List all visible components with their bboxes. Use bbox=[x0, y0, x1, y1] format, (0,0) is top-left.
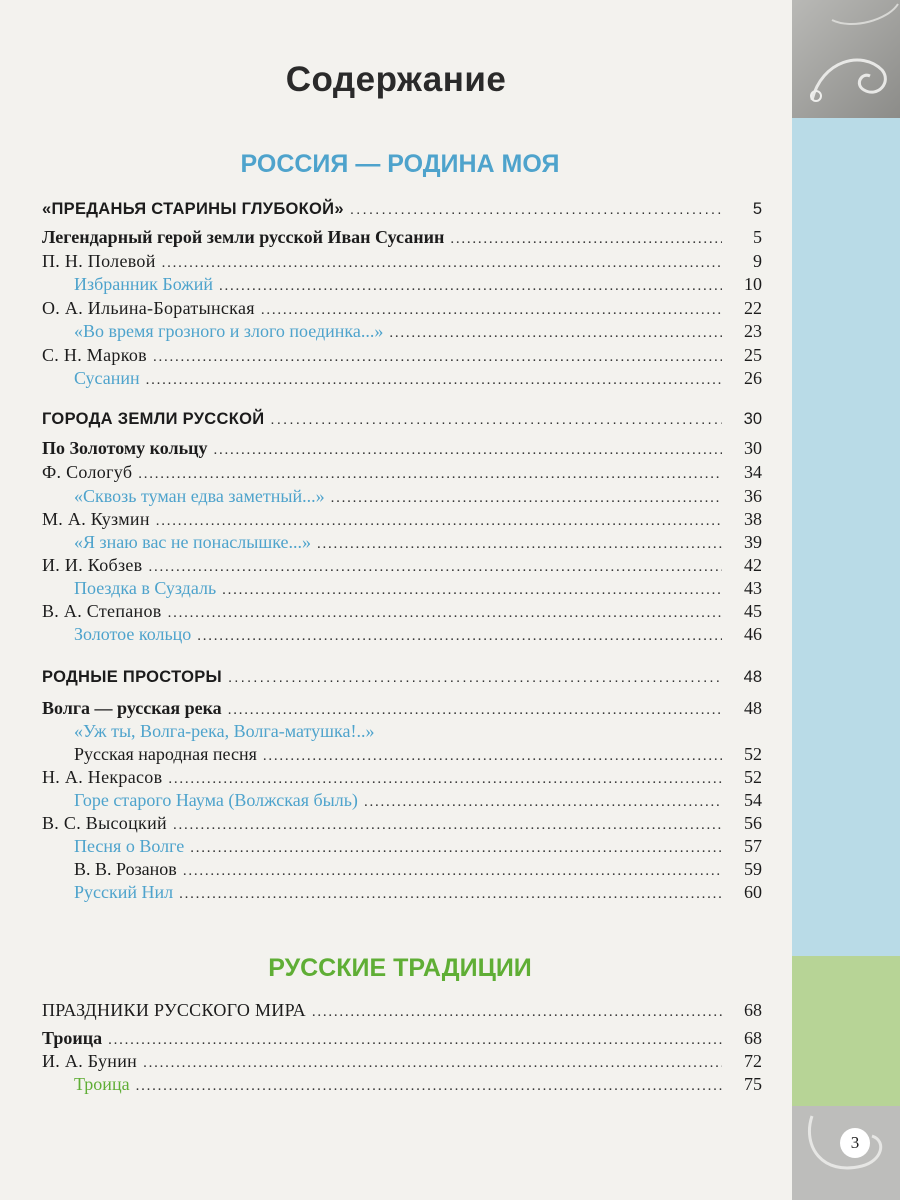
toc-page: 22 bbox=[744, 298, 762, 318]
toc-text: Троица bbox=[74, 1074, 130, 1094]
toc-text: Поездка в Суздаль bbox=[74, 578, 217, 598]
toc-text: Волга — русская река bbox=[42, 698, 222, 718]
toc-author[interactable] bbox=[42, 251, 762, 274]
toc-leader bbox=[389, 325, 722, 342]
toc-leader bbox=[331, 490, 722, 507]
toc-text: Ф. Сологуб bbox=[42, 462, 133, 482]
toc-text: «ПРЕДАНЬЯ СТАРИНЫ ГЛУБОКОЙ» bbox=[42, 200, 344, 218]
toc-page: 46 bbox=[744, 624, 762, 644]
toc-text: В. С. Высоцкий bbox=[42, 813, 167, 833]
toc-author[interactable] bbox=[42, 859, 762, 882]
toc-page: 43 bbox=[744, 578, 762, 598]
toc-page: 5 bbox=[753, 227, 762, 247]
toc-author[interactable] bbox=[42, 767, 762, 790]
toc-text: П. Н. Полевой bbox=[42, 251, 156, 271]
toc-work[interactable] bbox=[42, 836, 762, 859]
toc-work[interactable] bbox=[42, 1074, 762, 1097]
page-number: 3 bbox=[840, 1128, 870, 1158]
toc-page: 75 bbox=[744, 1074, 762, 1094]
toc-text: РОДНЫЕ ПРОСТОРЫ bbox=[42, 668, 222, 686]
toc-leader bbox=[146, 372, 722, 389]
toc-text: В. В. Розанов bbox=[74, 859, 177, 879]
section-title-traditions: РУССКИЕ ТРАДИЦИИ bbox=[268, 954, 532, 982]
toc-page: 68 bbox=[744, 1028, 762, 1048]
toc-leader bbox=[143, 1055, 722, 1072]
toc-text: ПРАЗДНИКИ РУССКОГО МИРА bbox=[42, 1000, 306, 1020]
toc-subsection[interactable] bbox=[42, 1028, 762, 1051]
toc-text: Троица bbox=[42, 1028, 103, 1048]
toc-page: 30 bbox=[743, 410, 762, 428]
toc-leader bbox=[261, 302, 722, 319]
toc-leader bbox=[228, 669, 722, 686]
toc-text: Горе старого Наума (Волжская быль) bbox=[74, 790, 358, 810]
toc-page: 52 bbox=[744, 767, 762, 787]
toc-leader bbox=[108, 1032, 722, 1049]
toc-page: 39 bbox=[744, 532, 762, 552]
toc-leader bbox=[183, 863, 722, 880]
toc-leader bbox=[219, 278, 722, 295]
toc-page: 42 bbox=[744, 555, 762, 575]
toc-text: «Уж ты, Волга-река, Волга-матушка!..» bbox=[74, 721, 375, 741]
toc-text: ГОРОДА ЗЕМЛИ РУССКОЙ bbox=[42, 410, 265, 428]
toc-text: Русский Нил bbox=[74, 882, 174, 902]
toc-section[interactable] bbox=[42, 668, 762, 691]
toc-leader bbox=[153, 349, 722, 366]
toc-text: «Я знаю вас не понаслышке...» bbox=[74, 532, 312, 552]
toc-author[interactable] bbox=[42, 345, 762, 368]
toc-text: С. Н. Марков bbox=[42, 345, 147, 365]
toc-leader bbox=[450, 231, 722, 248]
toc-text: И. И. Кобзев bbox=[42, 555, 143, 575]
toc-page: 56 bbox=[744, 813, 762, 833]
toc-author[interactable] bbox=[42, 509, 762, 532]
toc-page: 48 bbox=[743, 668, 762, 686]
toc-leader bbox=[179, 886, 722, 903]
toc-leader bbox=[168, 771, 722, 788]
toc-page: 59 bbox=[744, 859, 762, 879]
toc-page: 26 bbox=[744, 368, 762, 388]
toc-work[interactable] bbox=[42, 624, 762, 647]
toc-page: 9 bbox=[753, 251, 762, 271]
toc-leader bbox=[350, 201, 722, 218]
toc-work[interactable] bbox=[42, 368, 762, 391]
toc-subsection[interactable] bbox=[42, 698, 762, 721]
toc-work[interactable] bbox=[42, 721, 762, 744]
toc-page: 25 bbox=[744, 345, 762, 365]
toc-subsection[interactable] bbox=[42, 438, 762, 461]
toc-author[interactable] bbox=[42, 601, 762, 624]
toc-leader bbox=[197, 628, 722, 645]
toc-page: 45 bbox=[744, 601, 762, 621]
toc-page: 54 bbox=[744, 790, 762, 810]
toc-page: 10 bbox=[744, 274, 762, 294]
toc-page: 52 bbox=[744, 744, 762, 764]
toc-text: «Во время грозного и злого поединка...» bbox=[74, 321, 384, 341]
toc-leader bbox=[312, 1004, 722, 1021]
toc-page: 30 bbox=[744, 438, 762, 458]
toc-text: Н. А. Некрасов bbox=[42, 767, 163, 787]
toc-leader bbox=[168, 605, 722, 622]
corner-ornament-top bbox=[792, 0, 900, 118]
toc-work[interactable] bbox=[42, 882, 762, 905]
toc-page: 5 bbox=[752, 200, 762, 218]
toc-text: По Золотому кольцу bbox=[42, 438, 208, 458]
toc-page: 23 bbox=[744, 321, 762, 341]
toc-work[interactable] bbox=[42, 790, 762, 813]
toc-work[interactable] bbox=[42, 321, 762, 344]
toc-page: 36 bbox=[744, 486, 762, 506]
toc-text: Русская народная песня bbox=[74, 744, 257, 764]
page-title: Содержание bbox=[285, 60, 507, 99]
toc-leader bbox=[138, 466, 722, 483]
toc-author[interactable] bbox=[42, 813, 762, 836]
toc-attribution[interactable] bbox=[42, 744, 762, 767]
toc-page: 34 bbox=[744, 462, 762, 482]
toc-author[interactable] bbox=[42, 462, 762, 485]
toc-text: Избранник Божий bbox=[74, 274, 213, 294]
toc-page: 38 bbox=[744, 509, 762, 529]
toc-text: Легендарный герой земли русской Иван Сусанин bbox=[42, 227, 445, 247]
toc-page: 48 bbox=[744, 698, 762, 718]
toc-page: 60 bbox=[744, 882, 762, 902]
toc-author[interactable] bbox=[42, 555, 762, 578]
toc-leader bbox=[162, 255, 722, 272]
toc-work[interactable] bbox=[42, 486, 762, 509]
toc-text: «Сквозь туман едва заметный...» bbox=[74, 486, 325, 506]
toc-leader bbox=[317, 536, 722, 553]
swirl-ornament-icon bbox=[792, 0, 900, 118]
toc-leader bbox=[270, 411, 722, 428]
toc-leader bbox=[214, 442, 722, 459]
toc-page: 72 bbox=[744, 1051, 762, 1071]
toc-subsection[interactable] bbox=[42, 227, 762, 250]
toc-leader bbox=[190, 840, 722, 857]
toc-page: 57 bbox=[744, 836, 762, 856]
toc-page: 68 bbox=[744, 1000, 762, 1020]
toc-work[interactable] bbox=[42, 532, 762, 555]
toc-text: М. А. Кузмин bbox=[42, 509, 150, 529]
toc-section[interactable] bbox=[42, 410, 762, 433]
toc-leader bbox=[136, 1078, 722, 1095]
toc-leader bbox=[148, 559, 722, 576]
toc-leader bbox=[364, 794, 722, 811]
toc-leader bbox=[228, 702, 722, 719]
toc-section[interactable] bbox=[42, 200, 762, 223]
toc-text: О. А. Ильина-Боратынская bbox=[42, 298, 255, 318]
toc-section[interactable] bbox=[42, 1000, 762, 1023]
toc-work[interactable] bbox=[42, 274, 762, 297]
toc-leader bbox=[173, 817, 722, 834]
toc-text: Сусанин bbox=[74, 368, 140, 388]
toc-text: В. А. Степанов bbox=[42, 601, 162, 621]
toc-author[interactable] bbox=[42, 1051, 762, 1074]
toc-leader bbox=[156, 513, 722, 530]
toc-leader bbox=[222, 582, 722, 599]
toc-text: Золотое кольцо bbox=[74, 624, 192, 644]
toc-author[interactable] bbox=[42, 298, 762, 321]
side-band-green bbox=[792, 956, 900, 1106]
toc-work[interactable] bbox=[42, 578, 762, 601]
toc-text: Песня о Волге bbox=[74, 836, 185, 856]
side-band-blue bbox=[792, 118, 900, 956]
section-title-russia: РОССИЯ — РОДИНА МОЯ bbox=[240, 150, 560, 178]
toc-text: И. А. Бунин bbox=[42, 1051, 138, 1071]
toc-leader bbox=[263, 748, 722, 765]
